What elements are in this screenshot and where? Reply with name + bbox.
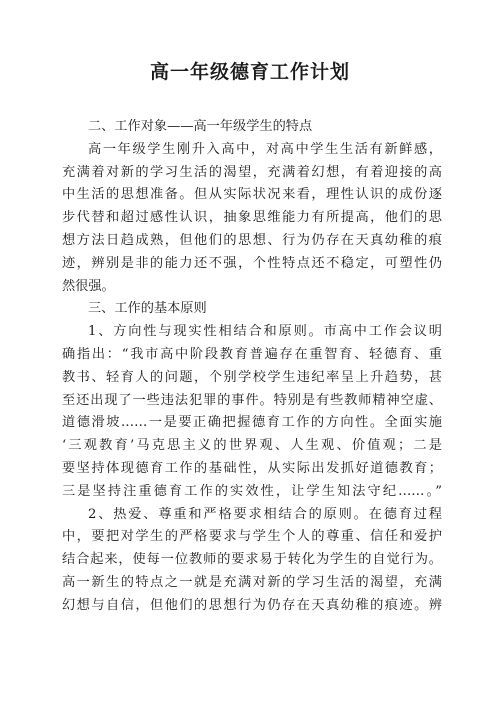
body-text-line: 要坚持体现德育工作的基础性，从实际出发抓好道德教育；: [62, 460, 442, 476]
document-title: 高一年级德育工作计划: [149, 61, 350, 83]
body-text-line: 幻想与自信，但他们的思想行为仍存在天真幼稚的痕迹。辨: [62, 597, 442, 613]
body-text-line: 至还出现了一些违法犯罪的事件。特别是有些教师精神空虚、: [62, 392, 442, 408]
document-body: [62, 116, 442, 618]
body-text-line: 确指出：“我市高中阶段教育普遍存在重智育、轻德育、重: [62, 346, 442, 362]
body-text-line: 步代替和超过感性认识，抽象思维能力有所提高，他们的思: [62, 210, 442, 226]
body-text-line: 1、方向性与现实性相结合和原则。市高中工作会议明: [88, 324, 442, 340]
body-text-line: 结合起来，使每一位教师的要求易于转化为学生的自觉行为。: [62, 552, 442, 568]
body-text-line: 2、热爱、尊重和严格要求相结合的原则。在德育过程: [88, 506, 442, 522]
body-text-line: 高一新生的特点之一就是充满对新的学习生活的渴望，充满: [62, 574, 442, 590]
body-text-line: 想方法日趋成熟，但他们的思想、行为仍存在天真幼稚的痕: [62, 232, 442, 248]
body-text-line: 教书、轻育人的问题，个别学校学生违纪率呈上升趋势，甚: [62, 369, 442, 385]
body-text-line: 充满着对新的学习生活的渴望，充满着幻想，有着迎接的高: [62, 164, 442, 180]
body-text-line: 然很强。: [62, 278, 115, 294]
body-text-line: 三是坚持注重德育工作的实效性，让学生知法守纪……。”: [62, 483, 442, 499]
body-text-line: 二、工作对象——高一年级学生的特点: [88, 119, 313, 134]
body-text-line: 三、工作的基本原则: [88, 301, 207, 317]
body-text-line: 中，要把对学生的严格要求与学生个人的尊重、信任和爱护: [62, 529, 442, 545]
body-text-line: 高一年级学生刚升入高中，对高中学生生活有新鲜感，: [88, 141, 442, 157]
body-text-line: ‘三观教育’马克思主义的世界观、人生观、价值观；二是: [62, 438, 442, 454]
body-text-line: 迹，辨别是非的能力还不强，个性特点还不稳定，可塑性仍: [62, 255, 442, 271]
body-text-line: 中生活的思想准备。但从实际状况来看，理性认识的成份逐: [62, 187, 442, 203]
body-text-line: 道德滑坡……一是要正确把握德育工作的方向性。全面实施: [62, 415, 442, 431]
